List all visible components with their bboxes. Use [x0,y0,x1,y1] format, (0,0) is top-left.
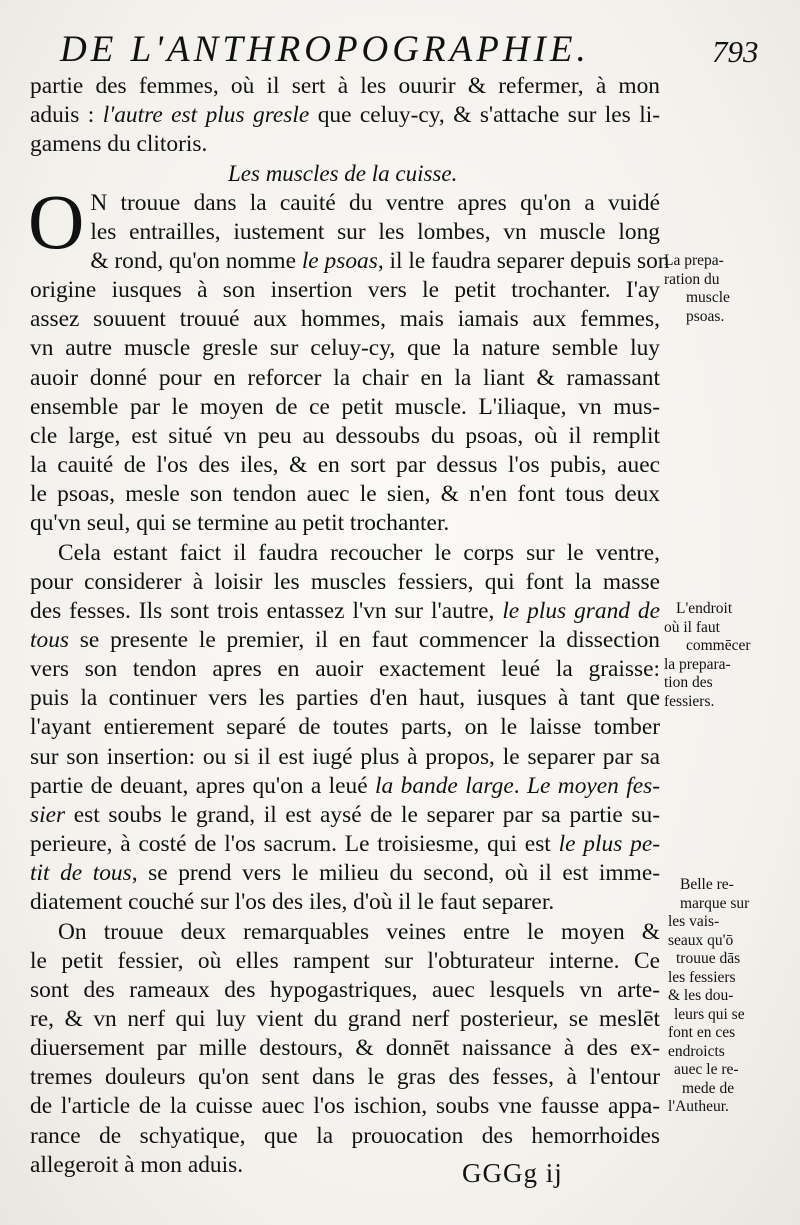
text-line: tous se presente le premier, il en faut commencer la dissection [30,626,660,653]
margin-note-line: la prepara- [664,655,731,673]
drop-cap: O [28,177,85,265]
margin-note-veines [668,876,788,1117]
text-line: la cauité de l'os des iles, & en sort par dessus l'os pubis, auec [30,452,660,479]
margin-note-line: muscle [686,289,730,306]
margin-note-line: ration du [664,270,720,288]
margin-note-line: La prepa- [664,252,724,269]
text-line: sier est soubs le grand, il est aysé de le separer par sa partie su- [30,801,660,828]
text-line: pour considerer à loisir les muscles fessiers, qui font la masse [30,568,660,595]
text-line: re, & vn nerf qui luy vient du grand nerf posterieur, se meslēt [30,1006,660,1032]
margin-note-line: les vais- [668,913,720,930]
text-line: allegeroit à mon aduis. [30,1151,244,1178]
text-line: l'ayant entierement separé de toutes parts, on le laisse tomber [30,714,660,741]
margin-note-line: fessiers. [664,692,715,710]
text-line: de l'article de la cuisse auec l'os ischion, soubs vne fausse appa- [30,1093,660,1120]
text-line: partie des femmes, où il sert à les ouurir & refermer, à mon [30,73,660,99]
text-line: diuersement par mille destours, & donnēt naissance à des ex- [30,1035,660,1062]
margin-note-fessiers [664,600,784,711]
margin-note-line: trouue dās [676,950,741,967]
text-line: On trouue deux remarquables veines entre le moyen & [58,918,660,945]
margin-note-line: mede de [682,1079,735,1097]
paragraph-veines [30,918,660,1180]
page-number: 793 [712,34,759,69]
text-line: vers son tendon apres en auoir exactement leué la graisse: [30,656,660,683]
text-line: ensemble par le moyen de ce petit muscle. L'iliaque, vn mus- [30,393,660,420]
text-line: Cela estant faict il faudra recoucher le corps sur le ventre, [58,539,660,566]
text-line: origine iusques à son insertion vers le petit trochanter. I'ay [30,277,660,304]
margin-note-line: psoas. [686,307,725,325]
text-line: gamens du clitoris. [30,131,208,158]
section-title: Les muscles de la cuisse. [228,161,458,187]
margin-note-line: les fessiers [668,968,736,986]
text-line: N trouue dans la cauité du ventre apres qu'on a vuidé [90,189,660,216]
margin-note-line: endroicts [668,1042,725,1060]
text-line: puis la continuer vers les parties d'en haut, iusques à tant que [30,685,660,712]
text-line: perieure, à costé de l'os sacrum. Le troisiesme, qui est le plus pe- [30,831,660,858]
text-line: tremes douleurs qu'on sent dans le gras des fesses, à l'entour [30,1064,660,1091]
text-line: rance de schyatique, que la prouocation des hemorrhoides [30,1122,660,1149]
margin-note-line: tion des [664,674,713,691]
text-line: & rond, qu'on nomme le psoas, il le faudra separer depuis son [90,247,670,274]
margin-note-line: auec le re- [674,1061,739,1078]
text-line: partie de deuant, apres qu'on a leué la bande large. Le moyen fes- [30,772,661,799]
signature-mark: GGGg ij [462,1158,563,1188]
margin-note-line: leurs qui se [674,1005,745,1023]
margin-note-line: l'Autheur. [668,1098,729,1115]
margin-note-line: Belle re- [680,876,734,893]
text-line: qu'vn seul, qui se termine au petit trochanter. [30,510,450,537]
running-title: DE L'ANTHROPOGRAPHIE. [60,29,590,70]
text-line: cle large, est situé vn peu au dessoubs du psoas, où il remplit [30,422,660,449]
text-line: sont des rameaux des hypogastriques, auec lesquels vn arte- [30,976,660,1003]
main-text [28,72,670,1180]
text-line: le petit fessier, où elles rampent sur l'obturateur interne. Ce [30,947,660,974]
margin-note-line: & les dou- [668,987,734,1004]
paragraph-fessiers [30,539,660,918]
paragraph-psoas [28,177,670,539]
margin-note-line: marque sur [680,894,750,912]
margin-note-psoas [664,252,784,326]
margin-note-line: commēcer [686,637,751,654]
margin-note-line: seaux qu'ō [668,931,734,949]
text-line: assez souuent trouué aux hommes, mais iamais aux femmes, [30,306,660,333]
margin-note-line: L'endroit [676,600,733,617]
text-line: tit de tous, se prend vers le milieu du second, où il est imme- [30,860,660,887]
text-line: les entrailles, iustement sur les lombes, vn muscle long [90,218,660,245]
margin-note-line: où il faut [664,618,720,636]
text-line: des fesses. Ils sont trois entassez l'vn sur l'autre, le plus grand de [30,597,660,624]
text-line: le psoas, mesle son tendon auec le sien, & n'en font tous deux [30,481,660,508]
text-line: sur son insertion: ou si il est iugé plus à propos, le separer par sa [30,743,660,770]
text-line: auoir donné pour en reforcer la chair en la liant & ramassant [30,364,660,391]
margin-note-line: font en ces [668,1024,736,1041]
text-line: diatement couché sur l'os des iles, d'où il le faut separer. [30,889,555,916]
text-line: vn autre muscle gresle sur celuy-cy, que la nature semble luy [30,335,660,362]
text-line: aduis : l'autre est plus gresle que celuy-cy, & s'attache sur les li- [30,102,660,129]
